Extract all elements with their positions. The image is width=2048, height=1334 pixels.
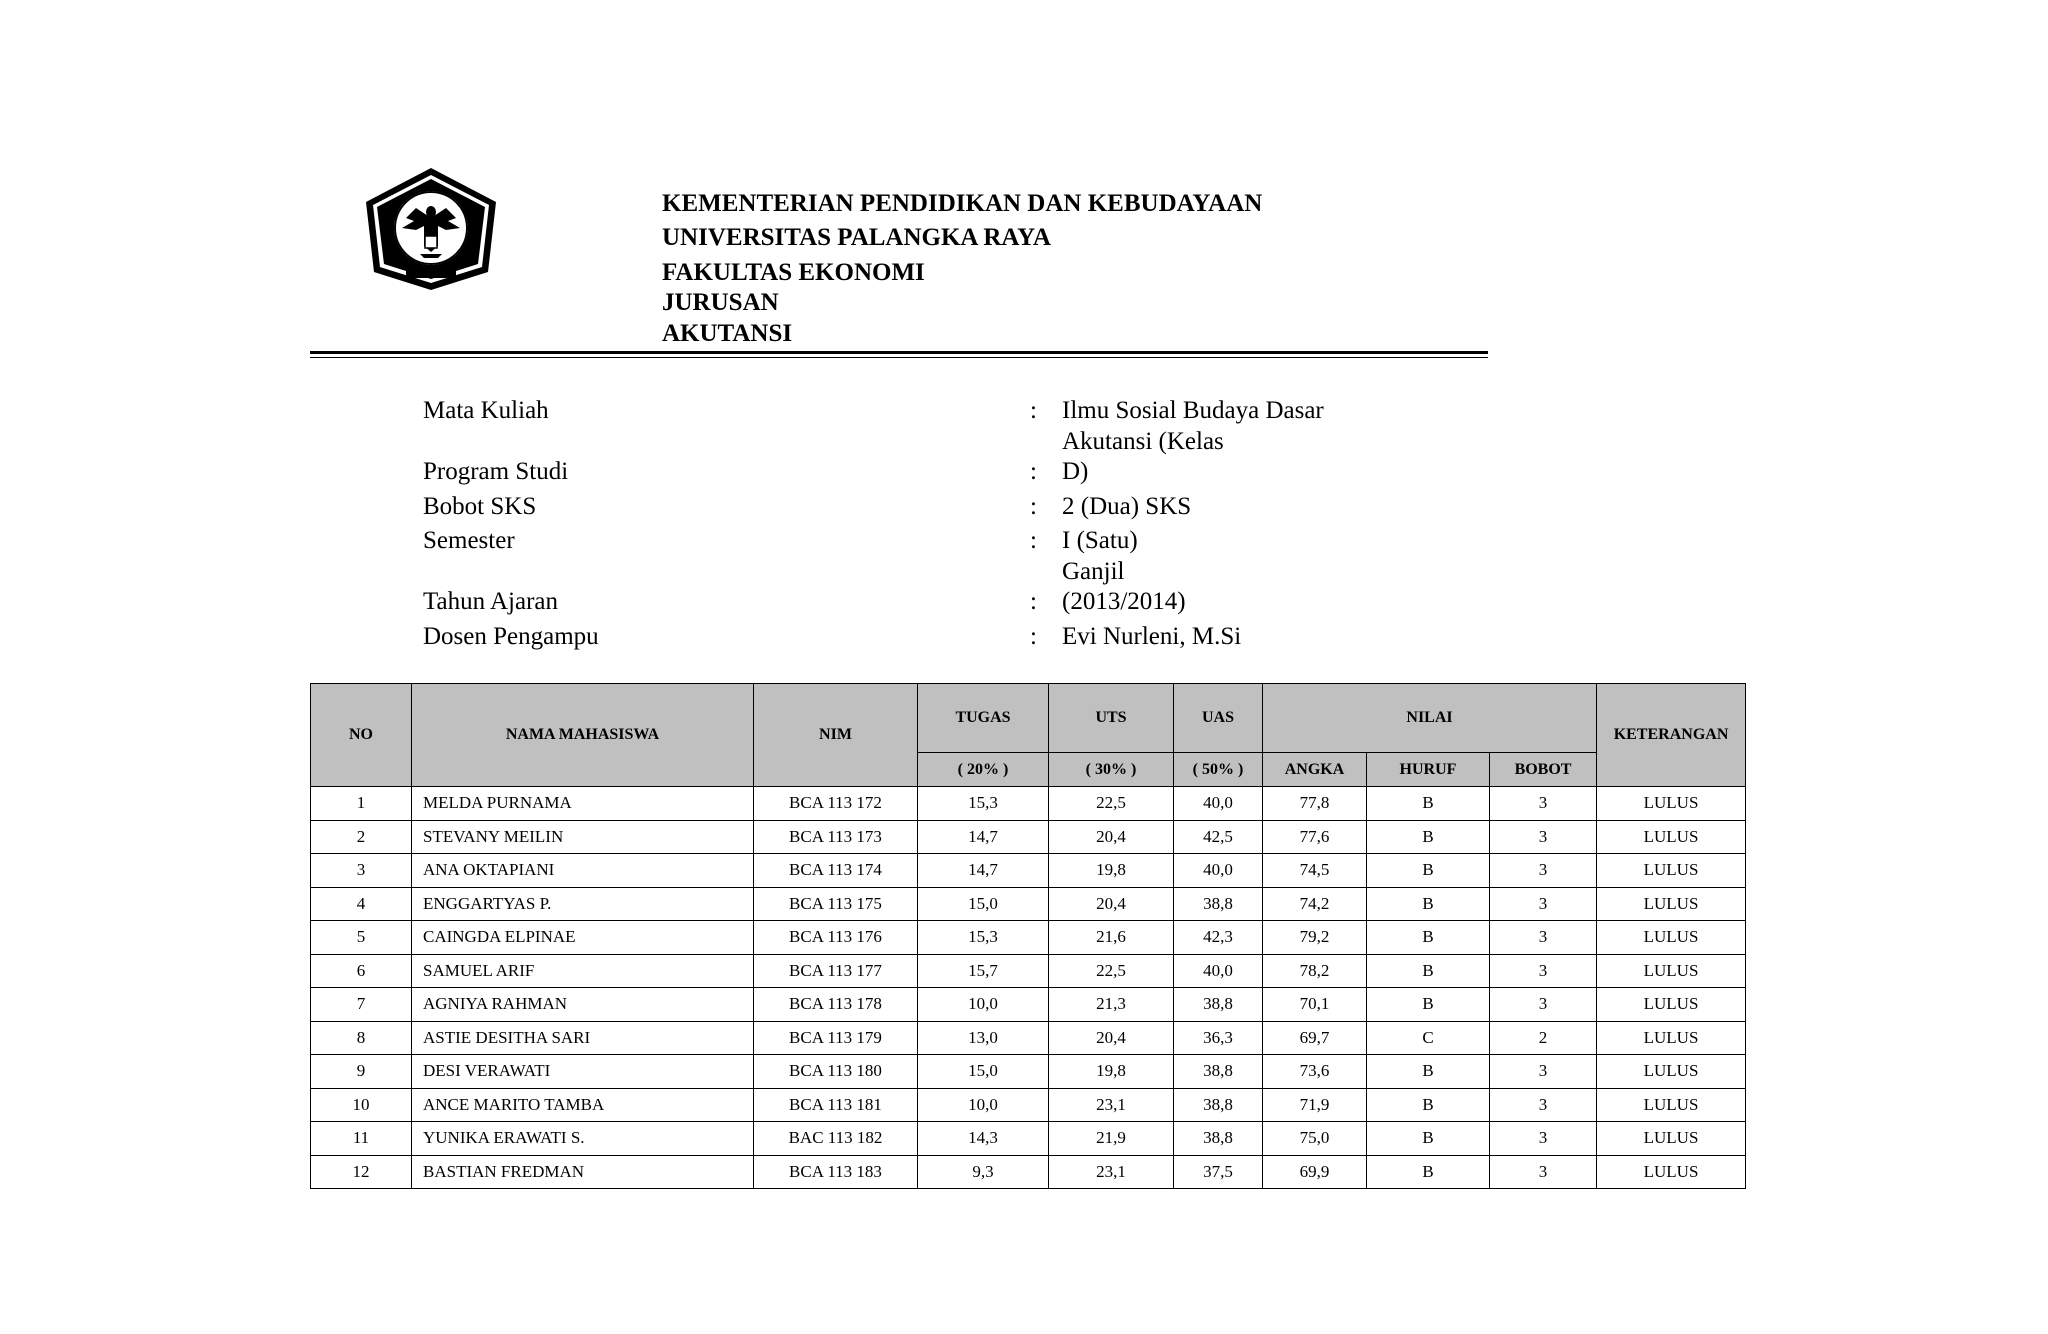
cell-uas: 38,8 <box>1174 1088 1263 1122</box>
cell-huruf: B <box>1367 1155 1490 1189</box>
cell-nim: BCA 113 183 <box>754 1155 918 1189</box>
faculty-title: FAKULTAS EKONOMI <box>662 259 925 286</box>
cell-tugas: 15,3 <box>918 787 1049 821</box>
cell-tugas: 15,3 <box>918 921 1049 955</box>
header-tugas-weight: ( 20% ) <box>918 753 1049 787</box>
cell-keterangan: LULUS <box>1597 1122 1746 1156</box>
cell-nama: SAMUEL ARIF <box>412 954 754 988</box>
department-label: JURUSAN <box>662 289 779 316</box>
cell-huruf: B <box>1367 887 1490 921</box>
cell-nim: BCA 113 181 <box>754 1088 918 1122</box>
cell-tugas: 15,7 <box>918 954 1049 988</box>
cell-uas: 38,8 <box>1174 988 1263 1022</box>
info-value-semester: I (Satu) <box>1062 527 1138 554</box>
cell-uts: 21,9 <box>1049 1122 1174 1156</box>
info-value-dosen: Evi Nurleni, M.Si <box>1062 623 1242 650</box>
university-title: UNIVERSITAS PALANGKA RAYA <box>662 224 1051 251</box>
cell-uas: 37,5 <box>1174 1155 1263 1189</box>
table-row <box>311 820 1746 854</box>
info-value-program-studi-line1: Akutansi (Kelas <box>1062 428 1224 455</box>
table-row <box>311 1122 1746 1156</box>
cell-tugas: 10,0 <box>918 988 1049 1022</box>
cell-keterangan: LULUS <box>1597 1055 1746 1089</box>
info-colon: : <box>1030 493 1037 520</box>
cell-no: 2 <box>311 820 412 854</box>
table-row <box>311 988 1746 1022</box>
header-uts-weight: ( 30% ) <box>1049 753 1174 787</box>
cell-keterangan: LULUS <box>1597 787 1746 821</box>
cell-keterangan: LULUS <box>1597 820 1746 854</box>
cell-angka: 71,9 <box>1263 1088 1367 1122</box>
cell-nim: BCA 113 179 <box>754 1021 918 1055</box>
cell-bobot: 3 <box>1490 1055 1597 1089</box>
cell-no: 3 <box>311 854 412 888</box>
cell-uts: 22,5 <box>1049 954 1174 988</box>
cell-nim: BCA 113 174 <box>754 854 918 888</box>
grades-table <box>310 683 1746 1189</box>
cell-nim: BCA 113 175 <box>754 887 918 921</box>
cell-uts: 23,1 <box>1049 1088 1174 1122</box>
cell-bobot: 3 <box>1490 1122 1597 1156</box>
cell-no: 6 <box>311 954 412 988</box>
cell-nama: ANA OKTAPIANI <box>412 854 754 888</box>
cell-huruf: B <box>1367 820 1490 854</box>
header-huruf: HURUF <box>1367 753 1490 787</box>
cell-keterangan: LULUS <box>1597 954 1746 988</box>
cell-uas: 40,0 <box>1174 787 1263 821</box>
cell-uts: 23,1 <box>1049 1155 1174 1189</box>
cell-angka: 70,1 <box>1263 988 1367 1022</box>
cell-no: 10 <box>311 1088 412 1122</box>
cell-no: 8 <box>311 1021 412 1055</box>
cell-no: 5 <box>311 921 412 955</box>
cell-uts: 21,6 <box>1049 921 1174 955</box>
cell-keterangan: LULUS <box>1597 1021 1746 1055</box>
info-label-bobot-sks: Bobot SKS <box>423 493 537 520</box>
cell-nim: BCA 113 178 <box>754 988 918 1022</box>
cell-bobot: 3 <box>1490 988 1597 1022</box>
cell-angka: 74,5 <box>1263 854 1367 888</box>
cell-uas: 42,5 <box>1174 820 1263 854</box>
header-nama: NAMA MAHASISWA <box>412 684 754 787</box>
cell-uas: 36,3 <box>1174 1021 1263 1055</box>
cell-angka: 69,9 <box>1263 1155 1367 1189</box>
info-value-program-studi-line2: D) <box>1062 458 1089 485</box>
header-tugas: TUGAS <box>918 684 1049 753</box>
info-colon: : <box>1030 397 1037 424</box>
cell-bobot: 3 <box>1490 954 1597 988</box>
header-angka: ANGKA <box>1263 753 1367 787</box>
cell-angka: 79,2 <box>1263 921 1367 955</box>
cell-nama: CAINGDA ELPINAE <box>412 921 754 955</box>
cell-angka: 78,2 <box>1263 954 1367 988</box>
info-label-tahun-ajaran: Tahun Ajaran <box>423 588 559 615</box>
cell-huruf: C <box>1367 1021 1490 1055</box>
department-title: AKUTANSI <box>662 320 793 347</box>
cell-huruf: B <box>1367 988 1490 1022</box>
cell-uts: 19,8 <box>1049 1055 1174 1089</box>
table-row <box>311 921 1746 955</box>
info-value-tahun-ajaran-line2: (2013/2014) <box>1062 588 1186 615</box>
header-keterangan: KETERANGAN <box>1597 684 1746 787</box>
info-value-tahun-ajaran-line1: Ganjil <box>1062 558 1125 585</box>
cell-bobot: 3 <box>1490 1088 1597 1122</box>
cell-huruf: B <box>1367 854 1490 888</box>
cell-bobot: 3 <box>1490 921 1597 955</box>
header-nim: NIM <box>754 684 918 787</box>
cell-keterangan: LULUS <box>1597 1088 1746 1122</box>
cell-nama: MELDA PURNAMA <box>412 787 754 821</box>
cell-no: 4 <box>311 887 412 921</box>
cell-uts: 21,3 <box>1049 988 1174 1022</box>
header-divider-thin <box>310 357 1488 358</box>
cell-nim: BCA 113 177 <box>754 954 918 988</box>
cell-no: 7 <box>311 988 412 1022</box>
cell-no: 11 <box>311 1122 412 1156</box>
table-row <box>311 1055 1746 1089</box>
cell-tugas: 10,0 <box>918 1088 1049 1122</box>
header-uas: UAS <box>1174 684 1263 753</box>
cell-keterangan: LULUS <box>1597 1155 1746 1189</box>
cell-nama: BASTIAN FREDMAN <box>412 1155 754 1189</box>
cell-bobot: 3 <box>1490 1155 1597 1189</box>
info-value-mata-kuliah: Ilmu Sosial Budaya Dasar <box>1062 397 1324 424</box>
cell-no: 1 <box>311 787 412 821</box>
table-row <box>311 787 1746 821</box>
cell-tugas: 13,0 <box>918 1021 1049 1055</box>
cell-bobot: 3 <box>1490 887 1597 921</box>
cell-nama: ANCE MARITO TAMBA <box>412 1088 754 1122</box>
info-label-dosen: Dosen Pengampu <box>423 623 599 650</box>
cell-no: 12 <box>311 1155 412 1189</box>
cell-angka: 75,0 <box>1263 1122 1367 1156</box>
cell-huruf: B <box>1367 787 1490 821</box>
cell-tugas: 14,3 <box>918 1122 1049 1156</box>
info-colon: : <box>1030 623 1037 650</box>
header-divider-thick <box>310 351 1488 354</box>
cell-uts: 20,4 <box>1049 820 1174 854</box>
cell-uts: 22,5 <box>1049 787 1174 821</box>
cell-bobot: 3 <box>1490 820 1597 854</box>
cell-huruf: B <box>1367 1055 1490 1089</box>
info-colon: : <box>1030 527 1037 554</box>
info-colon: : <box>1030 458 1037 485</box>
cell-nim: BCA 113 180 <box>754 1055 918 1089</box>
cell-uts: 20,4 <box>1049 1021 1174 1055</box>
cell-uas: 40,0 <box>1174 854 1263 888</box>
university-seal-icon <box>356 166 506 292</box>
cell-huruf: B <box>1367 1122 1490 1156</box>
table-row <box>311 1155 1746 1189</box>
ministry-title: KEMENTERIAN PENDIDIKAN DAN KEBUDAYAAN <box>662 190 1263 217</box>
header-uts: UTS <box>1049 684 1174 753</box>
cell-keterangan: LULUS <box>1597 921 1746 955</box>
cell-angka: 77,8 <box>1263 787 1367 821</box>
cell-tugas: 14,7 <box>918 854 1049 888</box>
cell-uts: 19,8 <box>1049 854 1174 888</box>
cell-uas: 40,0 <box>1174 954 1263 988</box>
cell-nama: YUNIKA ERAWATI S. <box>412 1122 754 1156</box>
header-no: NO <box>311 684 412 787</box>
cell-uas: 38,8 <box>1174 887 1263 921</box>
table-row <box>311 1088 1746 1122</box>
grades-table-body <box>311 787 1746 1189</box>
cell-nama: DESI VERAWATI <box>412 1055 754 1089</box>
cell-angka: 74,2 <box>1263 887 1367 921</box>
cell-nama: ENGGARTYAS P. <box>412 887 754 921</box>
cell-huruf: B <box>1367 1088 1490 1122</box>
header-bobot: BOBOT <box>1490 753 1597 787</box>
cell-uas: 38,8 <box>1174 1122 1263 1156</box>
info-colon: : <box>1030 588 1037 615</box>
cell-nim: BCA 113 173 <box>754 820 918 854</box>
cell-tugas: 15,0 <box>918 887 1049 921</box>
info-label-program-studi: Program Studi <box>423 458 569 485</box>
cell-bobot: 3 <box>1490 787 1597 821</box>
cell-huruf: B <box>1367 954 1490 988</box>
cell-keterangan: LULUS <box>1597 988 1746 1022</box>
info-label-semester: Semester <box>423 527 515 554</box>
cell-angka: 77,6 <box>1263 820 1367 854</box>
cell-nim: BAC 113 182 <box>754 1122 918 1156</box>
cell-tugas: 15,0 <box>918 1055 1049 1089</box>
cell-keterangan: LULUS <box>1597 887 1746 921</box>
cell-tugas: 9,3 <box>918 1155 1049 1189</box>
info-value-bobot-sks: 2 (Dua) SKS <box>1062 493 1192 520</box>
table-row <box>311 887 1746 921</box>
cell-nim: BCA 113 172 <box>754 787 918 821</box>
cell-tugas: 14,7 <box>918 820 1049 854</box>
cell-uts: 20,4 <box>1049 887 1174 921</box>
cell-angka: 73,6 <box>1263 1055 1367 1089</box>
cell-bobot: 2 <box>1490 1021 1597 1055</box>
cell-nim: BCA 113 176 <box>754 921 918 955</box>
table-row <box>311 854 1746 888</box>
header-uas-weight: ( 50% ) <box>1174 753 1263 787</box>
cell-nama: ASTIE DESITHA SARI <box>412 1021 754 1055</box>
table-row <box>311 954 1746 988</box>
header-nilai: NILAI <box>1263 684 1597 753</box>
cell-nama: STEVANY MEILIN <box>412 820 754 854</box>
cell-uas: 42,3 <box>1174 921 1263 955</box>
cell-angka: 69,7 <box>1263 1021 1367 1055</box>
cell-keterangan: LULUS <box>1597 854 1746 888</box>
info-label-mata-kuliah: Mata Kuliah <box>423 397 549 424</box>
cell-uas: 38,8 <box>1174 1055 1263 1089</box>
cell-nama: AGNIYA RAHMAN <box>412 988 754 1022</box>
cell-huruf: B <box>1367 921 1490 955</box>
cell-no: 9 <box>311 1055 412 1089</box>
table-row <box>311 1021 1746 1055</box>
cell-bobot: 3 <box>1490 854 1597 888</box>
